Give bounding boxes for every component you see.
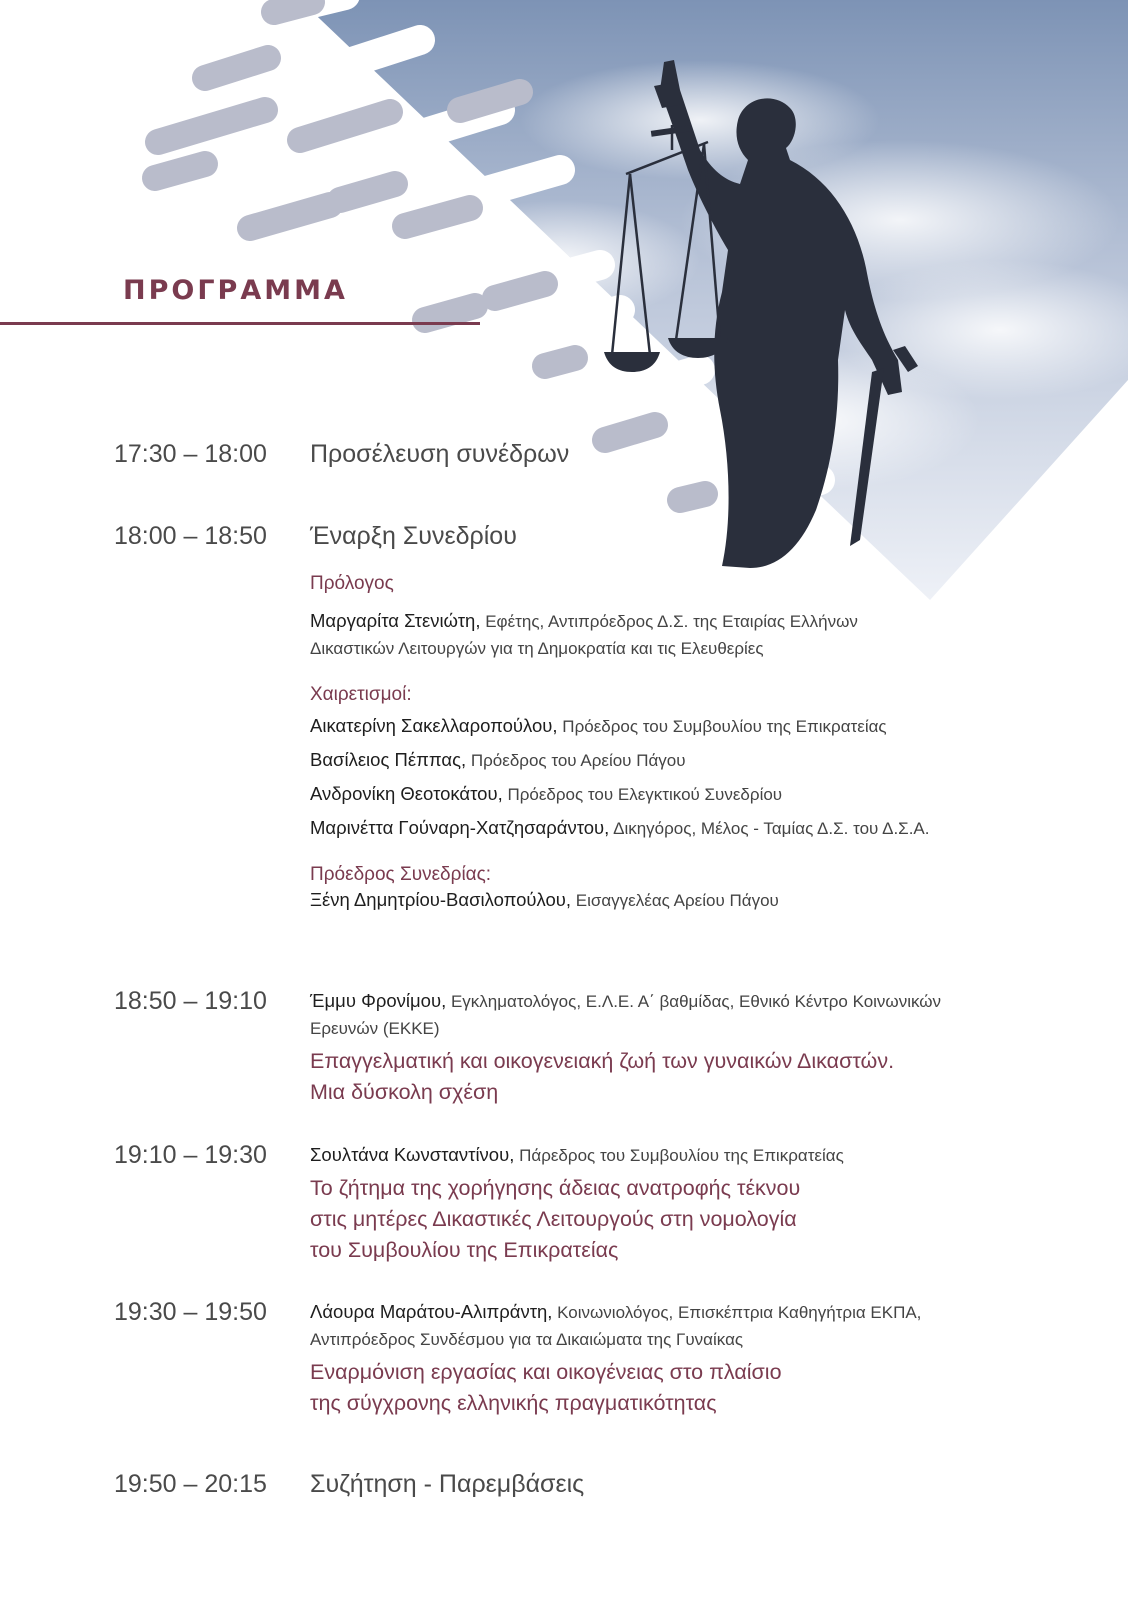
talk-topic: Εναρμόνιση εργασίας και οικογένειας στο πλαίσιο — [310, 1360, 782, 1384]
greeting-item — [310, 712, 1010, 740]
slot-time: 17:30 – 18:00 — [114, 440, 267, 468]
slot-title: Προσέλευση συνέδρων — [310, 440, 570, 468]
speaker-name: Λάουρα Μαράτου-Αλιπράντη, — [310, 1301, 553, 1322]
talk-topic: Επαγγελματική και οικογενειακή ζωή των γυναικών Δικαστών. — [310, 1049, 895, 1073]
greeting-item — [310, 814, 1010, 842]
talk-topic: του Συμβουλίου της Επικρατείας — [310, 1238, 619, 1262]
title-underline — [0, 322, 480, 325]
speaker-role: Εφέτης, Αντιπρόεδρος Δ.Σ. της Εταιρίας Ελλήνων — [480, 612, 858, 631]
chair-label: Πρόεδρος Συνεδρίας: — [310, 864, 492, 885]
slot-time: 19:50 – 20:15 — [114, 1470, 267, 1498]
speaker-role-cont: Δικαστικών Λειτουργών για τη Δημοκρατία και τις Ελευθερίες — [310, 639, 764, 658]
slot-time: 18:00 – 18:50 — [114, 522, 267, 550]
greeting-item — [310, 746, 1010, 774]
greeting-role: Πρόεδρος του Συμβουλίου της Επικρατείας — [557, 717, 887, 736]
chair-role: Εισαγγελέας Αρείου Πάγου — [571, 891, 779, 910]
speaker — [310, 987, 1010, 1015]
speaker — [310, 1141, 1010, 1169]
greeting-role: Πρόεδρος του Αρείου Πάγου — [466, 751, 686, 770]
greeting-role: Πρόεδρος του Ελεγκτικού Συνεδρίου — [502, 785, 783, 804]
greetings-label: Χαιρετισμοί: — [310, 684, 412, 705]
slot-time: 19:10 – 19:30 — [114, 1141, 267, 1169]
slot-title: Έναρξη Συνεδρίου — [310, 522, 517, 550]
prologue-speaker — [310, 607, 1010, 635]
greeting-name: Ανδρονίκη Θεοτοκάτου, — [310, 783, 503, 804]
slot-time: 18:50 – 19:10 — [114, 987, 267, 1015]
chair-name: Ξένη Δημητρίου-Βασιλοπούλου, — [310, 889, 572, 910]
slot-time: 19:30 – 19:50 — [114, 1298, 267, 1326]
talk-topic: στις μητέρες Δικαστικές Λειτουργούς στη νομολογία — [310, 1207, 797, 1231]
speaker-role: Πάρεδρος του Συμβουλίου της Επικρατείας — [514, 1146, 844, 1165]
speaker — [310, 1298, 1010, 1326]
talk-topic: της σύγχρονης ελληνικής πραγματικότητας — [310, 1391, 717, 1415]
greeting-name: Βασίλειος Πέππας, — [310, 749, 467, 770]
greeting-name: Μαρινέττα Γούναρη-Χατζησαράντου, — [310, 817, 610, 838]
talk-topic: Το ζήτημα της χορήγησης άδειας ανατροφής τέκνου — [310, 1176, 801, 1200]
speaker-role: Εγκληματολόγος, Ε.Λ.Ε. Α΄ βαθμίδας, Εθνικό Κέντρο Κοινωνικών — [446, 992, 942, 1011]
greeting-name: Αικατερίνη Σακελλαροπούλου, — [310, 715, 558, 736]
speaker-role-cont: Ερευνών (ΕΚΚΕ) — [310, 1019, 440, 1038]
speaker-role-cont: Αντιπρόεδρος Συνδέσμου για τα Δικαιώματα της Γυναίκας — [310, 1330, 744, 1349]
page-title: ΠΡΟΓΡΑΜΜΑ — [123, 275, 348, 306]
prologue-label: Πρόλογος — [310, 573, 394, 594]
chair-speaker — [310, 886, 1010, 914]
talk-topic: Μια δύσκολη σχέση — [310, 1080, 499, 1104]
speaker-name: Μαργαρίτα Στενιώτη, — [310, 610, 481, 631]
greeting-item — [310, 780, 1010, 808]
slot-title: Συζήτηση - Παρεμβάσεις — [310, 1470, 585, 1498]
greeting-role: Δικηγόρος, Μέλος - Ταμίας Δ.Σ. του Δ.Σ.Α. — [609, 819, 930, 838]
speaker-name: Σουλτάνα Κωνσταντίνου, — [310, 1144, 515, 1165]
speaker-role: Κοινωνιολόγος, Επισκέπτρια Καθηγήτρια ΕΚΠΑ, — [552, 1303, 922, 1322]
speaker-name: Έμμυ Φρονίμου, — [310, 990, 447, 1011]
